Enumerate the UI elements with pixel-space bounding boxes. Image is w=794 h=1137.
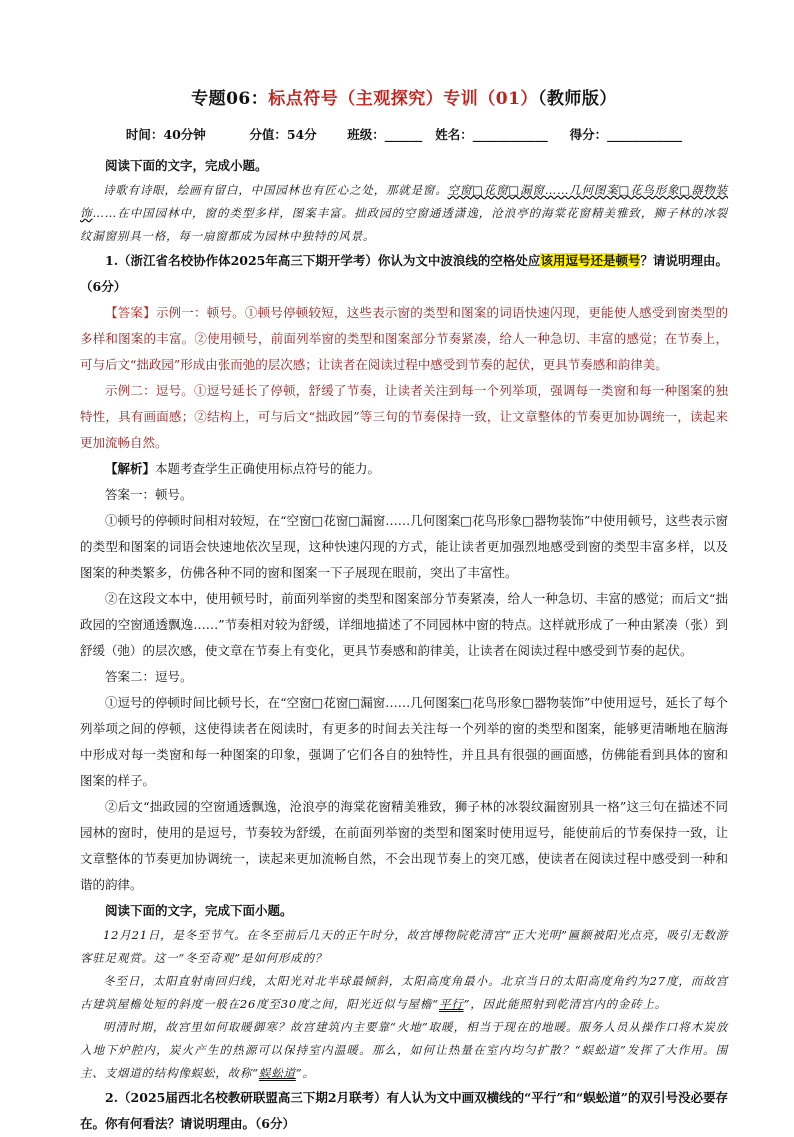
question-1-stem-a: 1.（浙江省名校协作体2025年高三下期开学考）你认为文中波浪线的空格处应 <box>105 253 541 268</box>
answer-example-1 <box>80 300 728 378</box>
title-suffix: （教师版） <box>537 89 617 109</box>
passage-1-a: 诗歌有诗眼，绘画有留白，中国园林也有匠心之处，那就是窗。 <box>103 183 448 197</box>
analysis-a1-p2: ②在这段文本中，使用顿号时，前面列举窗的类型和图案部分节奏紧凑，给人一种急切、丰富的感觉；而后文“拙政园的空窗通透飘逸……”节奏相对较为舒缓，详细地描述了不同园林中窗的特点。这样就形成了一种由紧凑（张）到舒缓（弛）的层次感，使文章在节奏上有变化，更具节奏感和韵律美，让读者在阅读过程中感受到节奏的起伏。 <box>80 591 728 658</box>
passage-1 <box>80 179 728 248</box>
exam-meta <box>80 125 728 143</box>
passage-2-p2-a: 冬至日，太阳直射南回归线，太阳光对北半球最倾斜，太阳高度角最小。北京当日的太阳高度角约为27度，而故宫古建筑屋檐处短的斜度一般在26度至30度之间，阳光近似与屋檐“ <box>80 974 728 1011</box>
passage-1-wavy-underline: 空窗□花窗□漏窗……几何图案□花鸟形象□器物装饰 <box>80 183 728 220</box>
analysis-tag: 【解析】 <box>105 461 156 476</box>
meta-name: 姓名：____________ <box>435 127 548 142</box>
analysis-a1-p1: ①顿号的停顿时间相对较短，在“空窗□花窗□漏窗……几何图案□花鸟形象□器物装饰”中使用顿号，这些表示窗的类型和图案的词语会快速地依次呈现，这种快速闪现的方式，能让读者更加强烈地感受到窗的类型丰富多样，以及图案的种类繁多，仿佛各种不同的窗和图案一下子展现在眼前，突出了丰富性。 <box>80 513 728 580</box>
analysis-a2-p1: ①逗号的停顿时间比顿号长，在“空窗□花窗□漏窗……几何图案□花鸟形象□器物装饰”中使用逗号，延长了每个列举项之间的停顿，这使得读者在阅读时，有更多的时间去关注每一个列举的窗的类型和图案，能够更清晰地在脑海中形成对每一类窗和每一种图案的印象，强调了它们各自的独特性，并且具有很强的画面感，仿佛能看到具体的窗和图案的样子。 <box>80 695 728 788</box>
passage-2-double-underline-2: 蜈蚣道 <box>258 1066 296 1080</box>
passage-2-p2 <box>80 970 728 1016</box>
meta-time: 时间：40分钟 <box>125 127 206 142</box>
question-1 <box>80 248 728 300</box>
title-prefix: 专题06： <box>191 89 269 109</box>
analysis-a2-head: 答案二：逗号。 <box>105 669 193 684</box>
passage-1-b: ……在中国园林中，窗的类型多样，图案丰富。拙政园的空窗通透潇逸，沧浪亭的海棠花窗精美雅致，狮子林的冰裂纹漏窗别具一格，每一扇窗都成为园林中独特的风景。 <box>80 206 728 243</box>
passage-2-double-underline-1: 平行 <box>438 997 464 1011</box>
answer-tag: 【答案】 <box>105 305 156 320</box>
analysis-intro-text: 本题考查学生正确使用标点符号的能力。 <box>155 461 381 476</box>
passage-2-p1: 12月21日，是冬至节气。在冬至前后几天的正午时分，故宫博物院乾清宫“正大光明”匾额被阳光点亮，吸引无数游客驻足观赏。这一“冬至奇观”是如何形成的？ <box>80 928 728 965</box>
passage-2-p3 <box>80 1016 728 1085</box>
answer-ex1: 示例一：顿号。①顿号停顿较短，这些表示窗的类型和图案的词语快速闪现，更能使人感受到窗类型的多样和图案的丰富。②使用顿号，前面列举窗的类型和图案部分节奏紧凑，给人一种急切、丰富的感觉；在节奏上，可与后文“拙政园”形成由张而弛的层次感；让读者在阅读过程中感受到节奏的起伏，更具节奏感和韵律美。 <box>80 305 728 372</box>
passage-2-p2-b: ”，因此能照射到乾清宫内的金砖上。 <box>463 997 668 1011</box>
question-1-highlight: 该用逗号还是顿号 <box>540 253 641 268</box>
passage-2-p3-b: ”。 <box>295 1066 315 1080</box>
analysis-intro <box>80 456 728 482</box>
question-2: 2.（2025届西北名校教研联盟高三下期2月联考）有人认为文中画双横线的“平行”和“蜈蚣道”的双引号没必要存在。你有何看法？请说明理由。（6分） <box>80 1090 728 1131</box>
page-title <box>80 84 728 109</box>
passage-2-p3-a: 明清时期，故宫里如何取暖御寒？故宫建筑内主要靠“火地”取暖，相当于现在的地暖。服务人员从操作口将木炭放入地下炉腔内，炭火产生的热源可以保持室内温暖。那么，如何让热量在室内均匀扩散？“蜈蚣道”发挥了大作用。围主、支烟道的结构像蜈蚣，故称“ <box>80 1020 728 1080</box>
instruction-2: 阅读下面的文字，完成下面小题。 <box>105 903 293 918</box>
analysis-a1-head: 答案一：顿号。 <box>105 487 193 502</box>
question-1-stem-b: ？请说明理由。（6分） <box>80 253 728 294</box>
meta-got: 得分：____________ <box>569 127 683 142</box>
instruction-1: 阅读下面的文字，完成小题。 <box>105 158 268 173</box>
meta-score: 分值：54分 <box>249 127 317 142</box>
answer-example-2: 示例二：逗号。①逗号延长了停顿，舒缓了节奏，让读者关注到每一个列举项，强调每一类窗和每一种图案的独特性，具有画面感；②结构上，可与后文“拙政园”等三句的节奏保持一致，让文章整体的节奏更加协调统一，读起来更加流畅自然。 <box>80 383 728 450</box>
title-main: 标点符号（主观探究）专训（01） <box>268 89 538 109</box>
analysis-a2-p2: ②后文“拙政园的空窗通透飘逸，沧浪亭的海棠花窗精美雅致，狮子林的冰裂纹漏窗别具一格”这三句在描述不同园林的窗时，使用的是逗号，节奏较为舒缓，在前面列举窗的类型和图案时使用逗号，能使前后的节奏保持一致，让文章整体的节奏更加协调统一，读起来更加流畅自然，不会出现节奏上的突兀感，使读者在阅读过程中感受到一种和谐的韵律。 <box>80 799 728 892</box>
meta-class: 班级：______ <box>347 127 423 142</box>
